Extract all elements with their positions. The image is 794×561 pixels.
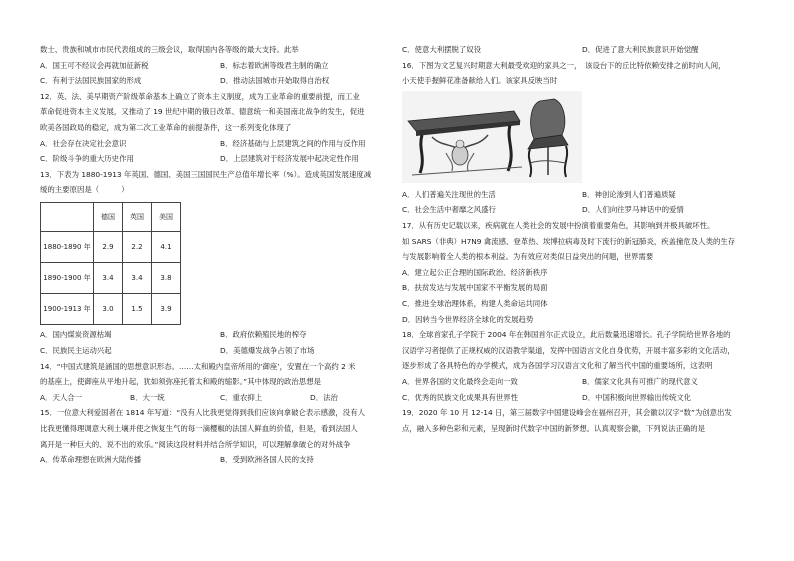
answer-option: D．法治 bbox=[310, 392, 338, 402]
table-cell: 3.4 bbox=[94, 263, 123, 294]
answer-option: D．上层建筑对于经济发展中起决定性作用 bbox=[220, 154, 359, 164]
answer-options bbox=[402, 204, 762, 216]
answer-option: C．重农抑上 bbox=[220, 392, 263, 402]
question-17-text: 与发展影响着全人类的根本利益。为有效应对类似日益突出的问题，世界需要 bbox=[402, 252, 654, 262]
answer-option: A．社会存在决定社会意识 bbox=[40, 138, 127, 148]
question-15-text: 比我更懂得理调意大利土壤并使之恢复生气的每一滴樱椒的法国人鲜血的价值，但是，看到法国人 bbox=[40, 423, 358, 433]
answer-option: A．传革命理想在欧洲大陆传播 bbox=[40, 455, 142, 465]
right-column bbox=[402, 44, 762, 438]
answer-option: B．标志着欧洲等级君主制的确立 bbox=[220, 60, 329, 70]
question-14-text: 的基座上，使御座从平地升起，犹如须弥座托着太和殿的缩影。”其中体现的政治思想是 bbox=[40, 377, 321, 387]
furniture-illustration bbox=[402, 91, 582, 183]
question-13-text: 缓的主要原因是（ ） bbox=[40, 185, 129, 195]
growth-rate-table bbox=[40, 202, 181, 325]
answer-options bbox=[40, 392, 400, 404]
answer-option: D．人们向往罗马神话中的爱情 bbox=[582, 205, 684, 215]
question-18-text: 汉语学习者提供了正规权威的汉语教学渠道，发挥中国语言文化自身优势，开展丰富多彩的文化活动， bbox=[402, 345, 735, 355]
answer-option: A．国王可不经议会再就加征新税 bbox=[40, 60, 149, 70]
answer-option: B．受到欧洲各国人民的支持 bbox=[220, 455, 314, 465]
table-header-cell: 英国 bbox=[123, 203, 152, 232]
answer-option: D．中国积极向世界输出传统文化 bbox=[582, 392, 692, 402]
answer-options bbox=[402, 189, 762, 201]
table-cell: 2.2 bbox=[123, 232, 152, 263]
question-15-text: 离开是一种巨大的、说不出的欢乐。”阅读这段材料并结合所学知识，可以理解拿破仑的对外战争 bbox=[40, 439, 351, 449]
answer-option: A．天人合一 bbox=[40, 392, 83, 402]
answer-options bbox=[40, 60, 400, 72]
answer-option: C．阶级斗争的重大历史作用 bbox=[40, 154, 134, 164]
table-cell: 1880-1890 年 bbox=[41, 232, 94, 263]
question-12-text: 12．英、法、美早期资产阶级革命基本上确立了资本主义制度，成为工业革命的重要前提，而工业 bbox=[40, 91, 360, 101]
table-cell: 1890-1900 年 bbox=[41, 263, 94, 294]
answer-option: C．优秀的民族文化成果具有世界性 bbox=[402, 392, 519, 402]
answer-options bbox=[402, 392, 762, 404]
table-header-cell bbox=[41, 203, 94, 232]
answer-option: C．民族民主运动兴起 bbox=[40, 345, 112, 355]
question-18-text: 逐步形成了各具特色的办学模式，成为各国学习汉语言文化和了解当代中国的重要场所，这表明 bbox=[402, 361, 713, 371]
answer-option: A．人们普遍关注现世的生活 bbox=[402, 189, 496, 199]
table-row bbox=[41, 263, 181, 294]
question-12-text: 欧美各国政局的稳定，成为第二次工业革命的前提条件，这一系列变化体现了 bbox=[40, 122, 292, 132]
answer-options bbox=[40, 153, 400, 165]
answer-option: D．促进了意大利民族意识开始觉醒 bbox=[582, 45, 699, 54]
answer-option: C．使意大利摆脱了奴役 bbox=[402, 45, 482, 54]
question-13-text: 13．下表为 1880-1913 年英国、德国、美国三国国民生产总值年增长率（%）。造成英国发展速度减 bbox=[40, 169, 372, 179]
answer-options bbox=[402, 44, 762, 56]
answer-option: B．经济基础与上层建筑之间的作用与反作用 bbox=[220, 138, 366, 148]
answer-options bbox=[402, 376, 762, 388]
table-cell: 3.8 bbox=[152, 263, 181, 294]
answer-option: C．社会生活中奢靡之风盛行 bbox=[402, 205, 496, 215]
answer-option: B．神创论渗到人们普遍质疑 bbox=[582, 189, 676, 199]
table-cell: 3.0 bbox=[94, 294, 123, 325]
table-header-row bbox=[41, 203, 181, 232]
answer-options bbox=[40, 329, 400, 341]
answer-options bbox=[40, 75, 400, 87]
answer-options bbox=[40, 454, 400, 466]
answer-option: A．建立起公正合理的国际政治、经济新秩序 bbox=[402, 267, 548, 277]
table-cell: 4.1 bbox=[152, 232, 181, 263]
answer-option: B．政府依赖殖民地的榨夺 bbox=[220, 330, 307, 340]
answer-option: C．有利于法国民族国家的形成 bbox=[40, 76, 142, 86]
question-12-text: 革命促进资本主义发展，又推动了 19 世纪中期的俄日改革、德意统一和美国南北战争的发生，促进 bbox=[40, 107, 365, 117]
table-cell: 3.9 bbox=[152, 294, 181, 325]
renaissance-furniture-image bbox=[402, 91, 582, 183]
table-cell: 3.4 bbox=[123, 263, 152, 294]
question-18-text: 18．全球首家孔子学院于 2004 年在韩国首尔正式设立，此后数量迅速增长。孔子学院给世界各地的 bbox=[402, 330, 731, 340]
question-19-text: 19．2020 年 10 月 12-14 日，第三届数字中国建设峰会在福州召开，其会徽以汉字“数”为创意出发 bbox=[402, 408, 732, 418]
question-text: 数士、贵族和城市市民代表组成的三级会议，取得国内各等级的最大支持。此举 bbox=[40, 45, 299, 54]
answer-option: C．推进全球治理体系，构建人类命运共同体 bbox=[402, 298, 548, 308]
table-header-cell: 德国 bbox=[94, 203, 123, 232]
question-17-text: 17．从有历史记载以来，疾病就在人类社会的发展中扮演着重要角色，其影响到并极具破坏性。 bbox=[402, 220, 715, 230]
question-15-text: 15．一位意大利爱国者在 1814 年写道：“没有人比我更觉得到我们应该向拿破仑表示感激，没有人 bbox=[40, 408, 365, 418]
left-column bbox=[40, 44, 400, 470]
answer-option: D．推动法国城市开始取得自治权 bbox=[220, 76, 330, 86]
table-row bbox=[41, 294, 181, 325]
question-16-text: 16．下图为文艺复兴时期意大利最受欢迎的家具之一， 该设台下的丘比特依赖安排之前时向人间， bbox=[402, 60, 726, 70]
table-row bbox=[41, 232, 181, 263]
answer-option: B．儒家文化具有可推广的现代意义 bbox=[582, 376, 698, 386]
table-header-cell: 美国 bbox=[152, 203, 181, 232]
answer-option: D．因转当今世界经济全球化的发展趋势 bbox=[402, 314, 534, 324]
answer-option: B．大一统 bbox=[130, 392, 165, 402]
answer-option: B．扶贫发达与发展中国家不平衡发展的局面 bbox=[402, 283, 548, 293]
answer-option: A．国内煤炭资源枯竭 bbox=[40, 330, 112, 340]
answer-options bbox=[40, 345, 400, 357]
question-16-text: 小天使手握鲜花准备献给人们。该家具反映当时 bbox=[402, 76, 558, 86]
answer-option: D．美德爆发战争占领了市场 bbox=[220, 345, 315, 355]
question-14-text: 14．“中国式建筑是涵国的思想意识形态。……太和殿内皇帝所用的‘御座’，安置在一个高约 2 米 bbox=[40, 361, 356, 371]
question-17-text: 如 SARS（非典）H7N9 禽流感、登革热、埃博拉病毒及时下流行的新冠肺炎，疾盖撞危及人类的生存 bbox=[402, 236, 736, 246]
answer-option: A．世界各国的文化最终会走向一致 bbox=[402, 376, 518, 386]
table-cell: 1900-1913 年 bbox=[41, 294, 94, 325]
table-cell: 2.9 bbox=[94, 232, 123, 263]
question-19-text: 点，融入多种色彩和元素，呈现新时代数字中国的新梦想。认真观察会徽，下列说法正确的是 bbox=[402, 423, 706, 433]
table-cell: 1.5 bbox=[123, 294, 152, 325]
answer-options bbox=[40, 138, 400, 150]
